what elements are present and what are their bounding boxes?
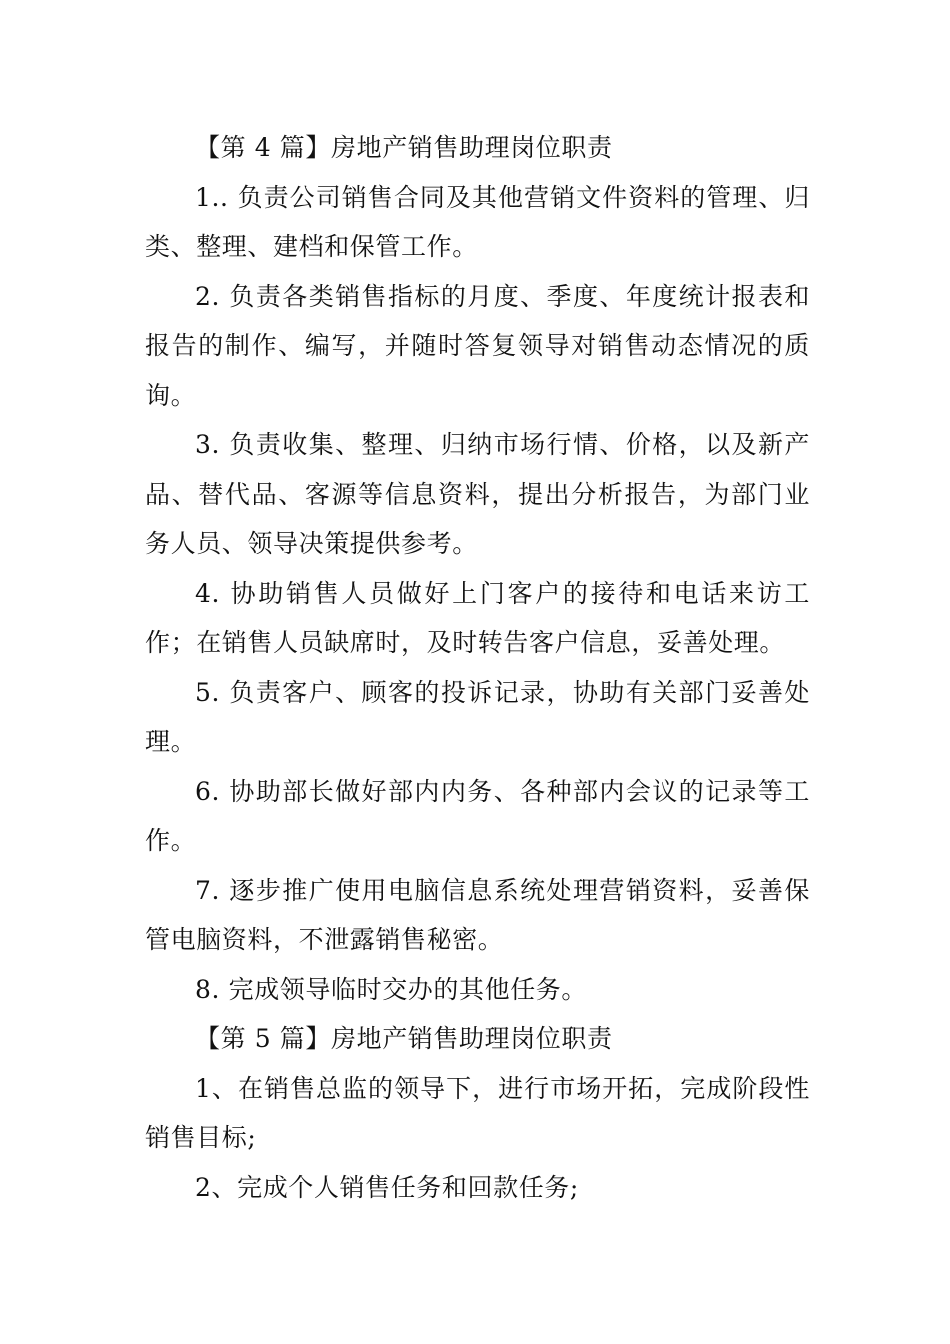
section-4-item-4: 4. 协助销售人员做好上门客户的接待和电话来访工作；在销售人员缺席时，及时转告客户信息，妥善处理。 [145, 578, 810, 657]
section-4-item-8: 8. 完成领导临时交办的其他任务。 [195, 974, 588, 1004]
document-body [145, 123, 810, 1212]
section-5-item-1: 1、在销售总监的领导下，进行市场开拓，完成阶段性销售目标; [145, 1073, 810, 1152]
section-4-heading: 【第 4 篇】房地产销售助理岗位职责 [195, 133, 613, 162]
section-4-item-3: 3. 负责收集、整理、归纳市场行情、价格，以及新产品、替代品、客源等信息资料，提出分析报告，为部门业务人员、领导决策提供参考。 [145, 430, 810, 558]
section-4-item-2: 2. 负责各类销售指标的月度、季度、年度统计报表和报告的制作、编写，并随时答复领导对销售动态情况的质询。 [145, 281, 810, 410]
section-5-heading: 【第 5 篇】房地产销售助理岗位职责 [195, 1024, 613, 1053]
section-4-item-7: 7. 逐步推广使用电脑信息系统处理营销资料，妥善保管电脑资料，不泄露销售秘密。 [145, 875, 810, 954]
section-4-item-6: 6. 协助部长做好部内内务、各种部内会议的记录等工作。 [145, 776, 810, 855]
section-4-item-5: 5. 负责客户、顾客的投诉记录，协助有关部门妥善处理。 [145, 677, 810, 756]
section-4-item-1: 1.. 负责公司销售合同及其他营销文件资料的管理、归类、整理、建档和保管工作。 [145, 182, 810, 261]
section-5-item-2: 2、完成个人销售任务和回款任务; [195, 1172, 579, 1202]
